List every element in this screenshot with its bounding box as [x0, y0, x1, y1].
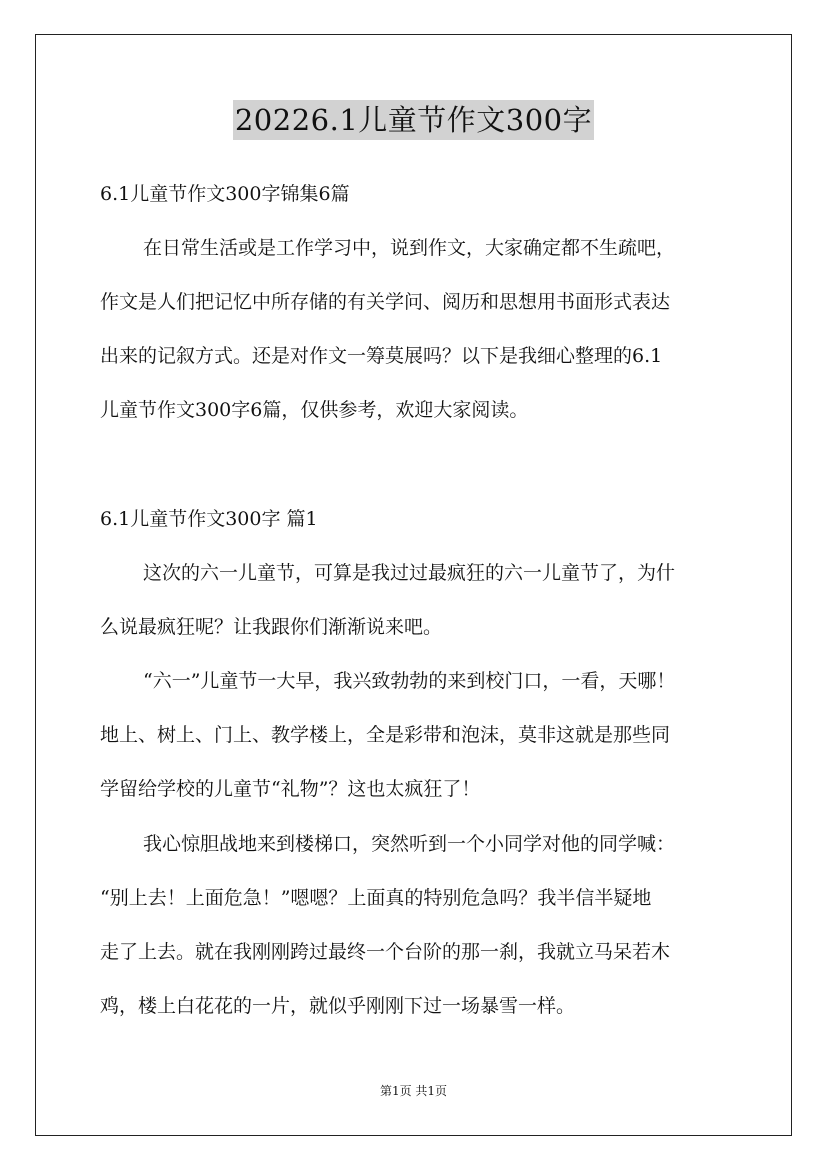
intro-line: 作文是人们把记忆中所存储的有关学问、阅历和思想用书面形式表达	[100, 291, 671, 313]
document-subtitle: 6.1儿童节作文300字锦集6篇	[100, 183, 350, 205]
intro-line: 出来的记叙方式。还是对作文一筹莫展吗？以下是我细心整理的6.1	[100, 345, 663, 367]
title-container	[0, 100, 827, 140]
body-line: 学留给学校的儿童节“礼物”？这也太疯狂了！	[100, 778, 481, 800]
body-line: “别上去！上面危急！”嗯嗯？上面真的特别危急吗？我半信半疑地	[100, 887, 652, 909]
document-title: 20226.1儿童节作文300字	[233, 100, 594, 140]
body-line: 这次的六一儿童节，可算是我过过最疯狂的六一儿童节了，为什	[143, 562, 676, 584]
body-line: “六一”儿童节一大早，我兴致勃勃的来到校门口，一看，天哪！	[143, 670, 676, 692]
body-line: 鸡，楼上白花花的一片，就似乎刚刚下过一场暴雪一样。	[100, 995, 576, 1017]
page-number: 第1页 共1页	[379, 1084, 448, 1098]
intro-line: 在日常生活或是工作学习中，说到作文，大家确定都不生疏吧，	[143, 237, 676, 259]
body-line: 地上、树上、门上、教学楼上，全是彩带和泡沫，莫非这就是那些同	[100, 724, 671, 746]
body-line: 么说最疯狂呢？让我跟你们渐渐说来吧。	[100, 616, 443, 638]
body-line: 走了上去。就在我刚刚跨过最终一个台阶的那一刹，我就立马呆若木	[100, 941, 671, 963]
intro-line: 儿童节作文300字6篇，仅供参考，欢迎大家阅读。	[100, 399, 529, 421]
section-heading: 6.1儿童节作文300字 篇1	[100, 508, 318, 530]
body-line: 我心惊胆战地来到楼梯口，突然听到一个小同学对他的同学喊：	[143, 833, 676, 855]
